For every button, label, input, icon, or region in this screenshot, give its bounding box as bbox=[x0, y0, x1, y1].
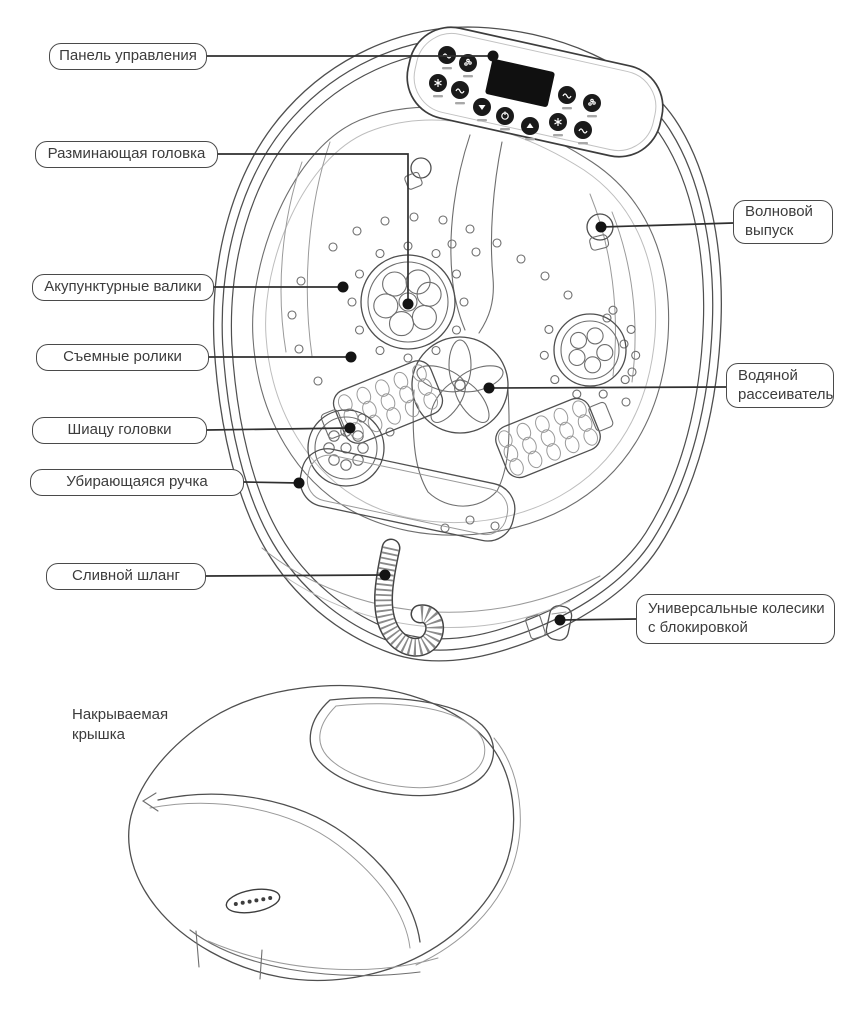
label-retractable-handle-text: Убирающаяся ручка bbox=[66, 473, 208, 491]
label-cover-lid bbox=[72, 705, 202, 746]
acupuncture-nodes bbox=[288, 213, 636, 532]
label-removable-rollers bbox=[36, 344, 209, 371]
label-control-panel bbox=[49, 43, 207, 70]
lid-window bbox=[310, 698, 493, 796]
control-panel-drawing bbox=[399, 19, 671, 165]
label-water-diffuser-text: Водяной рассеиватель bbox=[738, 366, 834, 403]
label-retractable-handle bbox=[30, 469, 244, 496]
main-unit-drawing bbox=[214, 19, 722, 661]
wave-outlet-drawing bbox=[587, 214, 613, 251]
label-kneading-head bbox=[35, 141, 218, 168]
label-cover-lid-text: Накрываемая крышка bbox=[72, 706, 169, 744]
label-drain-hose bbox=[46, 563, 206, 590]
label-locking-wheels-text: Универсальные колесики с блокировкой bbox=[648, 600, 825, 636]
label-removable-rollers-text: Съемные ролики bbox=[63, 348, 182, 366]
right-roller-drawing bbox=[492, 388, 620, 482]
label-wave-outlet bbox=[733, 200, 833, 244]
label-wave-outlet-text: Волновой выпуск bbox=[745, 203, 813, 239]
label-drain-hose-text: Сливной шланг bbox=[72, 567, 180, 585]
right-massage-head-drawing bbox=[540, 306, 639, 398]
left-roller-drawing bbox=[314, 357, 446, 454]
label-water-diffuser bbox=[726, 363, 834, 408]
drain-hose-drawing bbox=[384, 548, 435, 647]
label-acupuncture-rollers-text: Акупунктурные валики bbox=[44, 278, 202, 296]
brand-logo-badge bbox=[225, 885, 282, 916]
label-locking-wheels bbox=[636, 594, 835, 644]
label-acupuncture-rollers bbox=[32, 274, 214, 301]
water-diffuser-drawing bbox=[412, 337, 509, 506]
label-kneading-head-text: Разминающая головка bbox=[47, 145, 206, 163]
label-control-panel-text: Панель управления bbox=[59, 47, 197, 65]
label-shiatsu-heads bbox=[32, 417, 207, 444]
label-shiatsu-heads-text: Шиацу головки bbox=[67, 421, 172, 439]
